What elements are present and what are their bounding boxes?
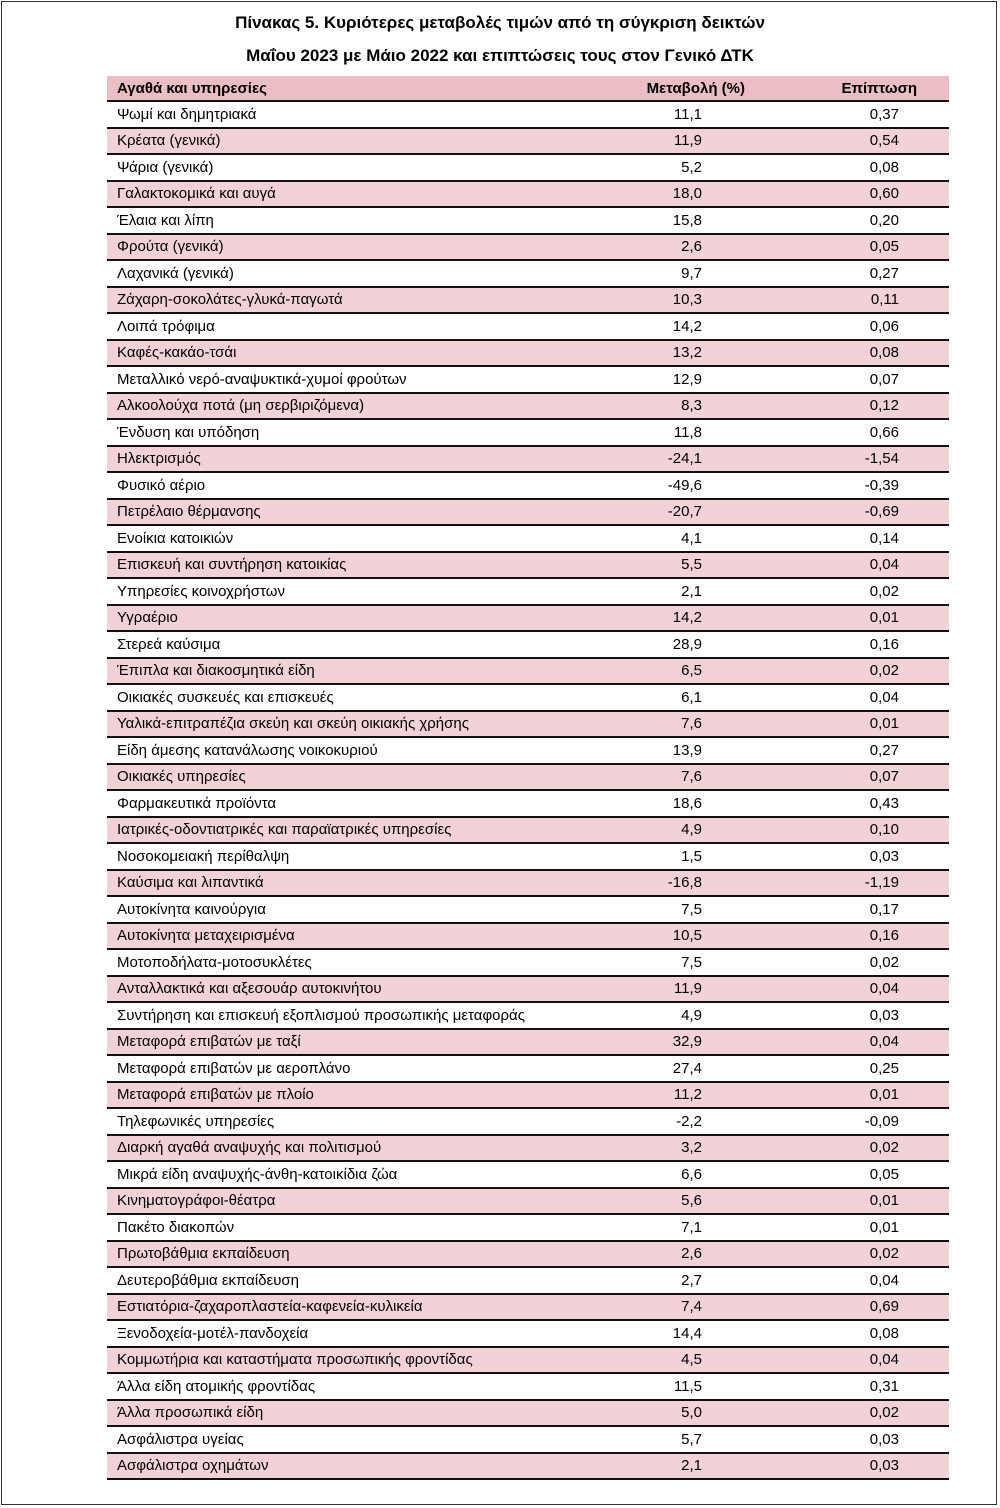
row-impact: 0,14 <box>869 529 899 547</box>
row-impact: 0,01 <box>869 609 899 627</box>
row-impact: 0,05 <box>869 1165 899 1183</box>
row-impact: 0,11 <box>870 291 899 309</box>
row-item-name: Φαρμακευτικά προϊόντα <box>117 794 277 812</box>
row-impact: 0,08 <box>869 344 899 362</box>
row-change-percent: 6,1 <box>681 688 702 706</box>
row-change-percent: 4,9 <box>681 821 702 839</box>
table-row <box>107 1374 949 1401</box>
table-row <box>107 765 949 792</box>
row-item-name: Ψωμί και δημητριακά <box>117 105 257 123</box>
table-row <box>107 738 949 765</box>
row-change-percent: 11,2 <box>673 1086 702 1104</box>
row-item-name: Ένδυση και υπόδηση <box>117 423 260 441</box>
row-change-percent: 7,6 <box>681 768 702 786</box>
row-change-percent: -20,7 <box>667 503 702 521</box>
row-impact: 0,16 <box>869 635 899 653</box>
row-impact: 0,02 <box>869 1139 899 1157</box>
row-change-percent: 2,7 <box>681 1271 702 1289</box>
row-change-percent: 32,9 <box>672 1033 702 1051</box>
table-row <box>107 924 949 951</box>
table-row <box>107 447 949 474</box>
row-item-name: Πακέτο διακοπών <box>117 1218 235 1236</box>
row-item-name: Ζάχαρη-σοκολάτες-γλυκά-παγωτά <box>117 291 343 309</box>
row-change-percent: 28,9 <box>672 635 702 653</box>
row-impact: 0,04 <box>869 1351 899 1369</box>
row-impact: 0,25 <box>869 1059 899 1077</box>
row-impact: 0,07 <box>869 768 899 786</box>
table-title-line-2: Μαΐου 2023 με Μάιο 2022 και επιπτώσεις τους στον Γενικό ΔΤΚ <box>246 46 754 65</box>
table-row <box>107 1056 949 1083</box>
table-row <box>107 102 949 129</box>
table-row <box>107 526 949 553</box>
row-change-percent: 13,9 <box>672 741 702 759</box>
row-item-name: Υπηρεσίες κοινοχρήστων <box>117 582 285 600</box>
row-change-percent: 18,6 <box>672 794 702 812</box>
header-change-percent: Μεταβολή (%) <box>646 79 745 97</box>
row-impact: 0,05 <box>869 238 899 256</box>
row-impact: 0,02 <box>869 1404 899 1422</box>
row-change-percent: 2,1 <box>681 582 702 600</box>
row-item-name: Ξενοδοχεία-μοτέλ-πανδοχεία <box>117 1324 309 1342</box>
row-change-percent: 15,8 <box>672 211 702 229</box>
row-impact: 0,27 <box>869 741 899 759</box>
table-row <box>107 367 949 394</box>
row-item-name: Ιατρικές-οδοντιατρικές και παραϊατρικές υπηρεσίες <box>117 821 452 839</box>
table-row <box>107 1268 949 1295</box>
table-row <box>107 341 949 368</box>
table-row <box>107 1162 949 1189</box>
row-impact: 0,37 <box>869 105 899 123</box>
row-change-percent: 9,7 <box>681 264 702 282</box>
table-row <box>107 1003 949 1030</box>
table-row <box>107 288 949 315</box>
table-row <box>107 1083 949 1110</box>
table-row <box>107 553 949 580</box>
row-change-percent: 7,1 <box>681 1218 702 1236</box>
table-row <box>107 1109 949 1136</box>
row-change-percent: 5,0 <box>681 1404 702 1422</box>
row-impact: 0,20 <box>869 211 899 229</box>
row-change-percent: 13,2 <box>672 344 702 362</box>
row-item-name: Άλλα προσωπικά είδη <box>117 1404 264 1422</box>
row-item-name: Γαλακτοκομικά και αυγά <box>117 185 276 203</box>
table-row <box>107 659 949 686</box>
row-impact: 0,03 <box>869 847 899 865</box>
table-row <box>107 1454 949 1481</box>
table-row <box>107 1242 949 1269</box>
row-impact: 0,16 <box>869 927 899 945</box>
row-change-percent: 11,1 <box>673 105 702 123</box>
table-row <box>107 897 949 924</box>
table-row <box>107 261 949 288</box>
row-change-percent: -2,2 <box>676 1112 702 1130</box>
row-item-name: Μεταφορά επιβατών με πλοίο <box>117 1086 314 1104</box>
row-impact: 0,08 <box>869 158 899 176</box>
table-row <box>107 712 949 739</box>
row-item-name: Κομμωτήρια και καταστήματα προσωπικής φροντίδας <box>117 1351 473 1369</box>
row-impact: 0,69 <box>869 1298 899 1316</box>
row-change-percent: 5,7 <box>681 1430 702 1448</box>
table-row <box>107 235 949 262</box>
row-impact: 0,02 <box>869 662 899 680</box>
row-impact: -0,09 <box>864 1112 899 1130</box>
row-change-percent: 1,5 <box>681 847 702 865</box>
row-item-name: Μοτοποδήλατα-μοτοσυκλέτες <box>117 953 312 971</box>
table-row <box>107 632 949 659</box>
table-row <box>107 500 949 527</box>
table-row <box>107 155 949 182</box>
row-impact: 0,01 <box>869 715 899 733</box>
row-impact: 0,03 <box>869 1430 899 1448</box>
row-change-percent: 7,4 <box>681 1298 702 1316</box>
row-change-percent: 10,5 <box>672 927 702 945</box>
row-impact: 0,01 <box>869 1192 899 1210</box>
row-impact: 0,04 <box>869 688 899 706</box>
row-item-name: Συντήρηση και επισκευή εξοπλισμού προσωπικής μεταφοράς <box>117 1006 525 1024</box>
row-item-name: Εστιατόρια-ζαχαροπλαστεία-καφενεία-κυλικεία <box>117 1298 423 1316</box>
row-change-percent: 6,6 <box>681 1165 702 1183</box>
row-change-percent: 7,6 <box>681 715 702 733</box>
row-change-percent: 5,2 <box>681 158 702 176</box>
table-row <box>107 314 949 341</box>
row-change-percent: 10,3 <box>672 291 702 309</box>
row-item-name: Νοσοκομειακή περίθαλψη <box>117 847 290 865</box>
row-item-name: Κρέατα (γενικά) <box>117 132 221 150</box>
row-item-name: Πετρέλαιο θέρμανσης <box>117 503 261 521</box>
row-item-name: Οικιακές συσκευές και επισκευές <box>117 688 334 706</box>
row-impact: 0,04 <box>869 556 899 574</box>
row-change-percent: 7,5 <box>681 900 702 918</box>
row-impact: 0,04 <box>869 1271 899 1289</box>
row-impact: 0,07 <box>869 370 899 388</box>
header-impact: Επίπτωση <box>841 79 917 97</box>
row-item-name: Τηλεφωνικές υπηρεσίες <box>117 1112 275 1130</box>
table-row <box>107 1215 949 1242</box>
table-header-row <box>107 76 949 102</box>
row-change-percent: -24,1 <box>667 450 702 468</box>
row-change-percent: 2,6 <box>681 238 702 256</box>
row-change-percent: 8,3 <box>681 397 702 415</box>
row-item-name: Μεταφορά επιβατών με αεροπλάνο <box>117 1059 351 1077</box>
table-row <box>107 1189 949 1216</box>
row-item-name: Φρούτα (γενικά) <box>117 238 224 256</box>
row-item-name: Έλαια και λίπη <box>117 211 214 229</box>
table-title-line-1: Πίνακας 5. Κυριότερες μεταβολές τιμών από τη σύγκριση δεικτών <box>235 13 765 32</box>
table-row <box>107 1348 949 1375</box>
row-impact: 0,03 <box>869 1457 899 1475</box>
row-item-name: Κινηματογράφοι-θέατρα <box>117 1192 276 1210</box>
row-impact: -0,69 <box>864 503 899 521</box>
row-impact: 0,06 <box>869 317 899 335</box>
row-impact: -0,39 <box>864 476 899 494</box>
row-impact: 0,10 <box>869 821 899 839</box>
row-impact: 0,27 <box>869 264 899 282</box>
table-row <box>107 1427 949 1454</box>
row-change-percent: 2,1 <box>681 1457 702 1475</box>
row-change-percent: 3,2 <box>681 1139 702 1157</box>
row-change-percent: 11,8 <box>673 423 702 441</box>
table-row <box>107 208 949 235</box>
row-item-name: Ασφάλιστρα οχημάτων <box>117 1457 269 1475</box>
table-body <box>107 102 949 1480</box>
row-change-percent: -16,8 <box>667 874 702 892</box>
row-item-name: Αυτοκίνητα μεταχειρισμένα <box>117 927 295 945</box>
row-impact: 0,43 <box>869 794 899 812</box>
table-row <box>107 844 949 871</box>
row-change-percent: 18,0 <box>672 185 702 203</box>
row-item-name: Έπιπλα και διακοσμητικά είδη <box>117 662 315 680</box>
row-impact: 0,04 <box>869 980 899 998</box>
row-impact: 0,01 <box>869 1086 899 1104</box>
table-row <box>107 791 949 818</box>
row-impact: -1,54 <box>864 450 899 468</box>
row-change-percent: 11,9 <box>673 132 702 150</box>
row-impact: 0,02 <box>869 1245 899 1263</box>
row-item-name: Άλλα είδη ατομικής φροντίδας <box>117 1377 316 1395</box>
row-item-name: Φυσικό αέριο <box>117 476 206 494</box>
row-impact: 0,03 <box>869 1006 899 1024</box>
table-row <box>107 1401 949 1428</box>
row-item-name: Οικιακές υπηρεσίες <box>117 768 246 786</box>
row-change-percent: 14,4 <box>672 1324 702 1342</box>
row-change-percent: 6,5 <box>681 662 702 680</box>
row-item-name: Επισκευή και συντήρηση κατοικίας <box>117 556 347 574</box>
table-row <box>107 473 949 500</box>
row-impact: 0,02 <box>869 953 899 971</box>
table-row <box>107 950 949 977</box>
table-row <box>107 818 949 845</box>
row-change-percent: 2,6 <box>681 1245 702 1263</box>
row-change-percent: 4,9 <box>681 1006 702 1024</box>
row-impact: 0,04 <box>869 1033 899 1051</box>
row-change-percent: 12,9 <box>672 370 702 388</box>
row-change-percent: 14,2 <box>672 609 702 627</box>
row-item-name: Υγραέριο <box>117 609 178 627</box>
row-change-percent: 7,5 <box>681 953 702 971</box>
table-row <box>107 129 949 156</box>
row-item-name: Αυτοκίνητα καινούργια <box>117 900 266 918</box>
table-row <box>107 1136 949 1163</box>
table-row <box>107 182 949 209</box>
table-row <box>107 685 949 712</box>
row-impact: 0,17 <box>869 900 899 918</box>
table-row <box>107 871 949 898</box>
header-goods-services: Αγαθά και υπηρεσίες <box>117 79 267 97</box>
row-item-name: Διαρκή αγαθά αναψυχής και πολιτισμού <box>117 1139 382 1157</box>
row-item-name: Αλκοολούχα ποτά (μη σερβιριζόμενα) <box>117 397 365 415</box>
row-change-percent: -49,6 <box>667 476 702 494</box>
row-item-name: Είδη άμεσης κατανάλωσης νοικοκυριού <box>117 741 378 759</box>
row-impact: 0,01 <box>869 1218 899 1236</box>
row-change-percent: 11,5 <box>673 1377 702 1395</box>
row-impact: 0,54 <box>869 132 899 150</box>
row-impact: 0,66 <box>869 423 899 441</box>
table-row <box>107 394 949 421</box>
row-impact: 0,02 <box>869 582 899 600</box>
row-change-percent: 4,1 <box>681 529 702 547</box>
row-item-name: Ηλεκτρισμός <box>117 450 201 468</box>
row-change-percent: 14,2 <box>672 317 702 335</box>
price-changes-table <box>107 76 949 1480</box>
row-item-name: Δευτεροβάθμια εκπαίδευση <box>117 1271 300 1289</box>
row-item-name: Ανταλλακτικά και αξεσουάρ αυτοκινήτου <box>117 980 382 998</box>
row-item-name: Λοιπά τρόφιμα <box>117 317 215 335</box>
row-impact: 0,60 <box>869 185 899 203</box>
table-row <box>107 977 949 1004</box>
row-impact: 0,08 <box>869 1324 899 1342</box>
row-impact: -1,19 <box>864 874 899 892</box>
row-impact: 0,12 <box>869 397 899 415</box>
table-row <box>107 579 949 606</box>
row-change-percent: 5,5 <box>681 556 702 574</box>
table-row <box>107 1030 949 1057</box>
row-item-name: Ασφάλιστρα υγείας <box>117 1430 244 1448</box>
row-item-name: Υαλικά-επιτραπέζια σκεύη και σκεύη οικιακής χρήσης <box>117 715 469 733</box>
row-change-percent: 5,6 <box>681 1192 702 1210</box>
table-row <box>107 420 949 447</box>
row-item-name: Καύσιμα και λιπαντικά <box>117 874 264 892</box>
row-impact: 0,31 <box>869 1377 899 1395</box>
row-item-name: Ψάρια (γενικά) <box>117 158 214 176</box>
table-row <box>107 1321 949 1348</box>
row-item-name: Μικρά είδη αναψυχής-άνθη-κατοικίδια ζώα <box>117 1165 398 1183</box>
table-row <box>107 1295 949 1322</box>
table-row <box>107 606 949 633</box>
row-item-name: Λαχανικά (γενικά) <box>117 264 234 282</box>
row-item-name: Μεταφορά επιβατών με ταξί <box>117 1033 301 1051</box>
row-item-name: Μεταλλικό νερό-αναψυκτικά-χυμοί φρούτων <box>117 370 407 388</box>
row-item-name: Στερεά καύσιμα <box>117 635 221 653</box>
row-change-percent: 11,9 <box>673 980 702 998</box>
row-item-name: Ενοίκια κατοικιών <box>117 529 234 547</box>
row-item-name: Καφές-κακάο-τσάι <box>117 344 237 362</box>
row-change-percent: 27,4 <box>672 1059 702 1077</box>
row-item-name: Πρωτοβάθμια εκπαίδευση <box>117 1245 290 1263</box>
row-change-percent: 4,5 <box>681 1351 702 1369</box>
